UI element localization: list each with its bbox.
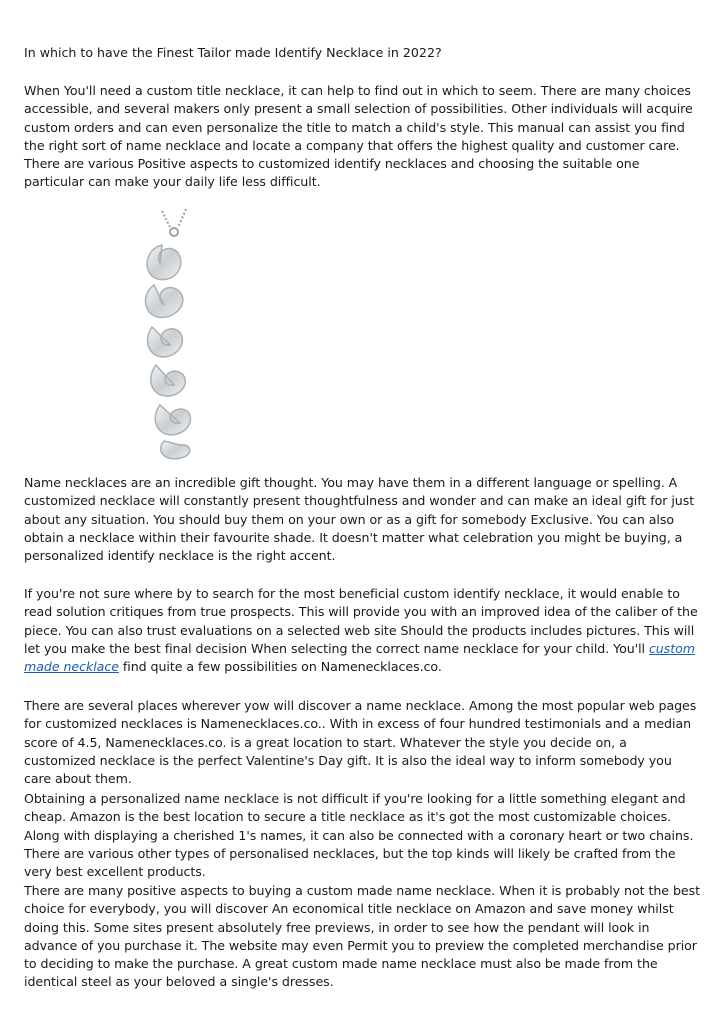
paragraph-where-to-buy: There are several places wherever yow will discover a name necklace. Among the most popular web pages for customized necklaces is Namenecklaces.co.. With in excess of four hundred testimonials and a median score of 4.5, Namenecklaces.co. is a great location to start. Whatever the style you decide on, a customized necklace is the perfect Valentine's Day gift. It is also the ideal way to inform somebody you care about them. (24, 698, 697, 787)
article-title: In which to have the Finest Tailor made Identify Necklace in 2022? (24, 45, 442, 60)
custom-made-necklace-link[interactable]: custom made necklace (24, 640, 696, 675)
paragraph-reviews-text: If you're not sure where by to search for the most beneficial custom identify necklace, it would enable to read solution critiques from true prospects. This will provide you with an improved idea of the caliber of the piece. You can also trust evaluations on a selected web site Should the products includes pictures. This will let you make the best final decision When selecting the correct name necklace for your child. You'll (24, 586, 698, 656)
necklace-image (124, 205, 224, 467)
paragraph-benefits: There are many positive aspects to buying a custom made name necklace. When it is probably not the best choice for everybody, you will discover An economical title necklace on Amazon and save money whilst doing this. Some sites present absolutely free previews, in order to see how the pendant will look in advance of you purchase it. The website may even Permit you to preview the completed merchandise prior to deciding to make the purchase. A great custom made name necklace must also be made from the identical steel as your beloved a single's dresses. (24, 883, 700, 990)
paragraph-reviews-text-end: find quite a few possibilities on Namenecklaces.co. (118, 659, 442, 675)
paragraph-intro: When You'll need a custom title necklace, it can help to find out in which to seem. There are many choices accessible, and several makers only present a small selection of possibilities. Other individuals will acquire custom orders and can even personalize the title to match a child's style. This manual can assist you find the right sort of name necklace and locate a company that offers the highest quality and customer care. There are various Positive aspects to customized identify necklaces and choosing the suitable one particular can make your daily life less difficult. (24, 83, 693, 190)
paragraph-gift-idea: Name necklaces are an incredible gift thought. You may have them in a different language or spelling. A customized necklace will constantly present thoughtfulness and wonder and can make an ideal gift for just about any situation. You should buy them on your own or as a gift for somebody Exclusive. You can also obtain a necklace within their favourite shade. It doesn't matter what celebration you might be buying, a personalized identify necklace is the right accent. (24, 475, 695, 564)
paragraph-amazon: Obtaining a personalized name necklace is not difficult if you're looking for a little something elegant and cheap. Amazon is the best location to secure a title necklace as it's got the most customizable choices. Along with displaying a cherished 1's names, it can also be connected with a coronary heart or two chains. There are various other types of personalised necklaces, but the top kinds will likely be crafted from the very best excellent products. (24, 791, 694, 880)
paragraph-reviews (24, 585, 700, 676)
